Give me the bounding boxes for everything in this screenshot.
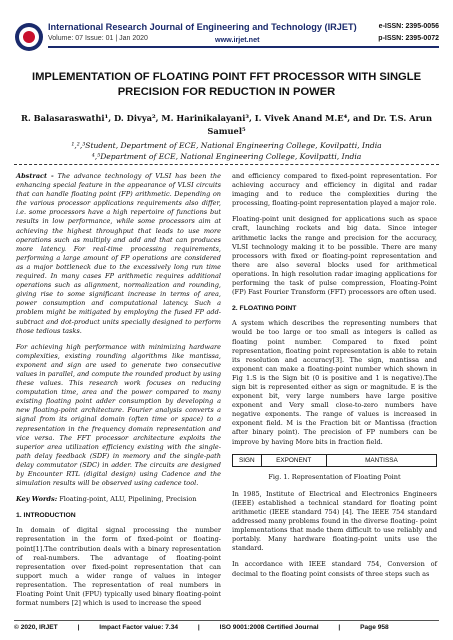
- body-paragraph: In accordance with IEEE standard 754, Conversion of decimal to the floating point consists of three steps such as: [232, 560, 437, 578]
- journal-name: International Research Journal of Engineering and Technology (IRJET): [48, 22, 357, 32]
- page-footer: © 2020, IRJET | Impact Factor value: 7.34 | ISO 9001:2008 Certified Journal | Page 958: [14, 624, 389, 631]
- journal-eissn: e-ISSN: 2395-0056: [378, 23, 439, 30]
- floating-point-heading: 2. FLOATING POINT: [232, 305, 297, 313]
- journal-volume: Volume: 07 Issue: 01 | Jan 2020: [48, 35, 148, 42]
- abstract-paragraph: [16, 172, 221, 336]
- introduction-paragraph: In domain of digital signal processing the number representation in the form of fixed-point or floating-point[1].The contribution deals with a binary representation of real-numbers. The advantage of floating-point representation over fixed-point representation that can support much a wider range of values in integer representation. The representation of real numbers in Floating Point Unit (FPU) typically used binary floating-point format numbers [2] which is used to increase the speed: [16, 526, 221, 608]
- abstract-paragraph-2: For achieving high performance with minimizing hardware complexities, existing rounding algorithms like mantissa, exponent and sign are used to generate two consecutive values in parallel, and compute the rounded product by using these values. This research work focuses on reducing computation time, area and the power compared to many existing floating point adder consumption by developing a new floating-point architecture. Fourier analysis converts a signal from its original domain (often time or space) to a representation in the frequency domain representation and vice versa. The FFT processor architecture exploits the superior area utilization efficiency existing with the single-path delay feedback (SDF) in memory and the single-path delay commutator (SDC) in adder. The circuits are designed by Encounter RTL (digital design) using Cadence and the simulation results will be observed using cadence tool.: [16, 342, 222, 488]
- abstract-text: The advance technology of VLSI has been the enhancing special feature in the appearance of VLSI circuits that can handle floating point (FP) arithmetic. Depending on the various processor applications requirements also differ, i.e. some processors have a high repertoire of functions but results in low performance, while some processors aim at achieving the highest throughput that leads to use more operations such as multiply and add and that can produces more latency. For real-time processing requirements, performing a large amount of FP operations are considered as a major bottleneck due to the excessively long run time required. In many cases FP arithmetic requires additional operations such as alignment, normalization and rounding, giving rise to some significant increase in terms of area, power consumption and computational latency. Such a problem might be mitigated by employing the fused FP add-subtract and dot-product units specially designed to perform those tedious tasks.: [16, 172, 221, 335]
- footer-page: Page 958: [360, 624, 389, 631]
- header-rule: [48, 46, 439, 48]
- body-paragraph: A system which describes the representing numbers that would be too large or too small as integers is called as floating point number. Compared to fixed point representation, floating point representation is able to retain its resolution and accuracy[3]. The sign, mantissa and exponent can make a floating-point number which shown in Fig 1.S is the Sign bit (0 is positive and 1 is negative).The sign bit is represented either as sign or magnitude. E is the exponent bit, very large numbers have large positive exponent and Very small close-to-zero numbers have negative exponents. The range of values is increased in exponent field. M is the Fraction bit or Mantissa (fraction after binary point). The precision of FP numbers can be improve by having More bits in fraction field.: [232, 319, 437, 446]
- left-column: [16, 172, 221, 615]
- footer-rule: [14, 620, 439, 621]
- journal-header: [14, 22, 439, 60]
- figure-caption: Fig. 1. Representation of Floating Point: [268, 472, 401, 481]
- introduction-heading: 1. INTRODUCTION: [16, 512, 76, 520]
- keywords-text: Floating-point, ALU, Pipelining, Precision: [57, 495, 197, 504]
- journal-website[interactable]: www.irjet.net: [215, 35, 260, 44]
- footer-impact: Impact Factor value: 7.34: [99, 624, 179, 631]
- table-cell-mantissa: MANTISSA: [326, 454, 436, 466]
- affiliation-line: ¹,²,³Student, Department of ECE, National Engineering College, Kovilpatti, India: [71, 141, 382, 150]
- table-cell-exponent: EXPONENT: [261, 454, 326, 466]
- body-paragraph: Floating-point unit designed for applications such as space craft, launching rockets and big data. Since integer arithmetic lacks the range and precision for the accuracy, VLSI technology making it to be possible. There are many processors with fixed or floating-point representation and there are also several blocks used for arithmetical operations. In high resolution radar imaging applications for performing the task of pulse compression, Floating-Point (FP) Fast Fourier Transform (FFT) processors are often used.: [232, 215, 437, 297]
- footer-copyright: © 2020, IRJET: [14, 624, 58, 631]
- body-paragraph: and efficiency compared to fixed-point representation. For achieving accuracy and efficiency in digital and radar imaging and to reduce the complexities during the processing, floating-point representation played a major role.: [232, 172, 437, 208]
- paper-affiliations: [20, 140, 433, 162]
- affiliation-line: ⁴,⁵Department of ECE, National Engineering College, Kovilpatti, India: [91, 152, 362, 161]
- floating-point-format-table: [232, 454, 437, 467]
- footer-iso: ISO 9001:2008 Certified Journal: [219, 624, 319, 631]
- section-divider: [14, 164, 439, 165]
- keywords-paragraph: [16, 495, 221, 504]
- irjet-logo-icon: [14, 22, 44, 52]
- body-paragraph: In 1985, Institute of Electrical and Electronics Engineers (IEEE) established a technical standard for floating point arithmetic (IEEE standard 754) [4]. The IEEE 754 standard addressed many problems found in the diverse floating- point implementations that made them difficult to use reliably and portably. Many hardware floating-point units use the standard.: [232, 489, 437, 553]
- abstract-label: Abstract -: [16, 172, 54, 180]
- right-column: [232, 172, 437, 586]
- paper-title: IMPLEMENTATION OF FLOATING POINT FFT PROCESSOR WITH SINGLE PRECISION FOR REDUCTION IN POWER: [31, 71, 422, 98]
- keywords-label: Key Words:: [16, 495, 58, 504]
- table-cell-sign: SIGN: [233, 454, 262, 466]
- table-row: [233, 454, 437, 466]
- paper-authors: R. Balasaraswathi¹, D. Divya², M. Harinikalayani³, I. Vivek Anand M.E⁴, and Dr. T.S. Arun Samuel⁵: [20, 113, 432, 136]
- journal-pissn: p-ISSN: 2395-0072: [378, 35, 439, 42]
